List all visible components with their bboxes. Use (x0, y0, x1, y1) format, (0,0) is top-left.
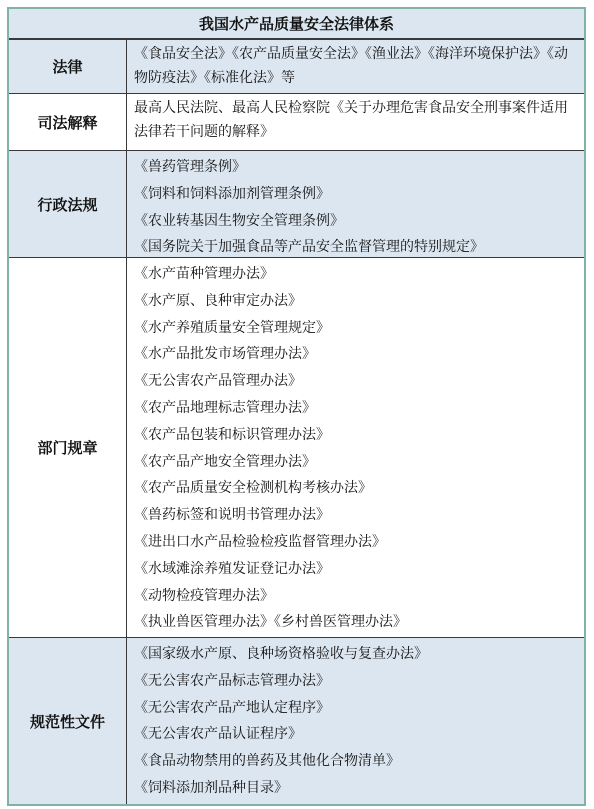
list-item: 《无公害农产品管理办法》 (134, 373, 302, 390)
list-item: 《无公害农产品标志管理办法》 (134, 672, 330, 689)
table-row-law (9, 39, 584, 93)
list-item: 《进出口水产品检验检疫监督管理办法》 (134, 533, 386, 550)
list-item: 《农业转基因生物安全管理条例》 (134, 212, 344, 229)
list-item: 《国家级水产原、良种场资格验收与复查办法》 (134, 646, 428, 662)
content-text: 《食品安全法》《农产品质量安全法》《渔业法》《海洋环境保护法》《动物防疫法》《标准化法》等 (134, 46, 568, 86)
table-row-departmental-rules (9, 257, 584, 637)
category-cell: 司法解释 (9, 94, 127, 150)
list-item: 《水产苗种管理办法》 (134, 266, 274, 282)
list-item: 《无公害农产品产地认定程序》 (134, 699, 330, 716)
table-row-judicial-interpretation (9, 93, 584, 150)
category-cell: 法律 (9, 40, 127, 93)
content-cell (127, 151, 584, 257)
list-item: 《水产品批发市场管理办法》 (134, 346, 316, 363)
content-cell (127, 94, 584, 150)
list-item: 《执业兽医管理办法》《乡村兽医管理办法》 (134, 614, 407, 631)
table-row-administrative-regulations (9, 150, 584, 257)
list-item: 《农产品产地安全管理办法》 (134, 453, 316, 470)
list-item: 《水产养殖质量安全管理规定》 (134, 319, 330, 336)
list-item: 《食品动物禁用的兽药及其他化合物清单》 (134, 753, 400, 770)
content-cell (127, 638, 584, 804)
list-item: 《动物检疫管理办法》 (134, 587, 274, 604)
content-cell (127, 258, 584, 637)
category-cell: 行政法规 (9, 151, 127, 257)
category-cell: 规范性文件 (9, 638, 127, 804)
list-item: 《饲料添加剂品种目录》 (134, 779, 288, 796)
list-item: 《农产品包装和标识管理办法》 (134, 426, 330, 443)
list-item: 《农产品质量安全检测机构考核办法》 (134, 480, 372, 497)
table-title: 我国水产品质量安全法律体系 (9, 9, 584, 39)
list-item: 《国务院关于加强食品等产品安全监督管理的特别规定》 (134, 239, 484, 256)
list-item: 《水产原、良种审定办法》 (134, 292, 302, 309)
list-item: 《水域滩涂养殖发证登记办法》 (134, 560, 330, 577)
list-item: 《农产品地理标志管理办法》 (134, 399, 316, 416)
content-cell (127, 40, 584, 93)
list-item: 《兽药标签和说明书管理办法》 (134, 507, 330, 524)
list-item: 《兽药管理条例》 (134, 159, 246, 175)
category-cell: 部门规章 (9, 258, 127, 637)
law-system-table (7, 7, 586, 806)
content-text: 最高人民法院、最高人民检察院《关于办理危害食品安全刑事案件适用法律若干问题的解释》 (134, 100, 568, 140)
list-item: 《无公害农产品认证程序》 (134, 726, 302, 743)
table-row-normative-documents (9, 637, 584, 804)
list-item: 《饲料和饲料添加剂管理条例》 (134, 185, 330, 202)
